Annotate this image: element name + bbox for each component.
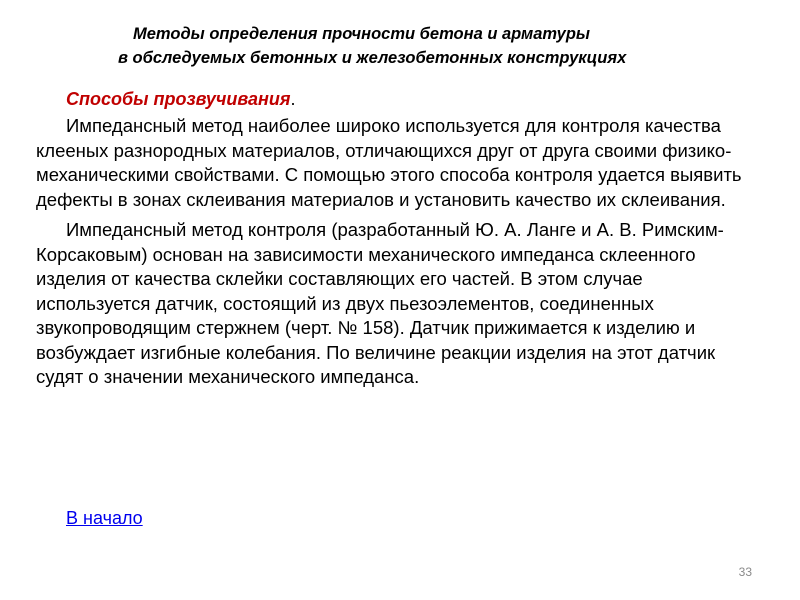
slide-title-line-2: в обследуемых бетонных и железобетонных конструкциях (118, 49, 627, 67)
slide-title (0, 22, 800, 70)
subheading-punctuation: . (290, 89, 296, 109)
section-subheading (66, 86, 296, 112)
slide-title-line-1: Методы определения прочности бетона и арматуры (133, 25, 591, 43)
subheading-text: Способы прозвучивания (66, 89, 291, 109)
paragraph-2: Импедансный метод контроля (разработанный Ю. А. Ланге и А. В. Римским-Корсаковым) основан на зависимости механического импеданса склеенного изделия от качества склейки составляющих его частей. В этом случае используется датчик, состоящий из двух пьезоэлементов, соединенных звукопроводящим стержнем (черт. № 158). Датчик прижимается к изделию и возбуждает изгибные колебания. По величине реакции изделия на этот датчик судят о значении механического импеданса. (36, 219, 724, 387)
body-text (36, 114, 756, 396)
page-number: 33 (738, 565, 752, 579)
paragraph-1: Импедансный метод наиболее широко используется для контроля качества клееных разнородных материалов, отличающихся друг от друга своими физико-механическими свойствами. С помощью этого способа контроля удается выявить дефекты в зонах склеивания материалов и установить качество их склеивания. (36, 115, 742, 210)
back-to-start-link[interactable]: В начало (66, 508, 143, 528)
